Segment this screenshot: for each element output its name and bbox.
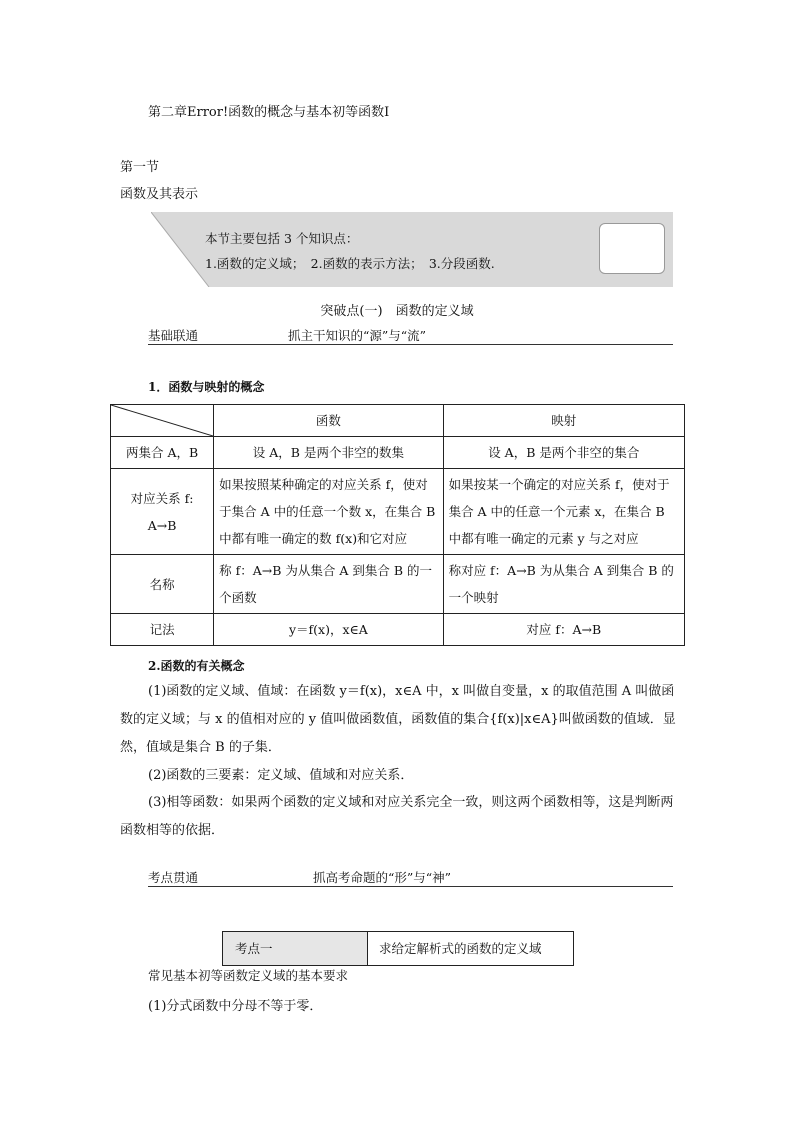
- cell-function: 称 f：A→B 为从集合 A 到集合 B 的一个函数: [214, 555, 443, 614]
- paragraph-three-elements: (2)函数的三要素：定义域、值域和对应关系．: [148, 768, 414, 783]
- paragraph-domain-range: (1)函数的定义域、值域：在函数 y＝f(x)，x∈A 中，x 叫做自变量，x 的取值范围 A 叫做函数的定义域；与 x 的值相对应的 y 值叫做函数值，函数值的集合{f(x)|x∈A}叫做函数的值域．显然，值域是集合 B 的子集．: [120, 684, 676, 755]
- section-number: 第一节: [120, 160, 160, 175]
- table-header-row: [111, 405, 685, 437]
- chapter-title: 第二章Error!函数的概念与基本初等函数Ⅰ: [148, 105, 390, 120]
- row-label: 名称: [111, 555, 214, 614]
- table-row: [111, 437, 685, 469]
- kaodian-title: 求给定解析式的函数的定义域: [379, 941, 542, 956]
- table-row: [111, 614, 685, 646]
- cell-mapping: 设 A，B 是两个非空的集合: [443, 437, 684, 469]
- row-label-line-1: 对应关系 f:: [130, 490, 194, 506]
- summary-banner: [151, 212, 673, 287]
- section-title: 函数及其表示: [120, 187, 199, 202]
- requirements-heading: 常见基本初等函数定义域的基本要求: [148, 968, 349, 983]
- bar-left-label: 考点贯通: [148, 870, 199, 885]
- cell-function: y＝f(x)，x∈A: [214, 614, 443, 646]
- row-label: [111, 469, 214, 555]
- bar-right-label: 抓高考命题的“形”与“神”: [313, 870, 452, 885]
- requirement-1: (1)分式函数中分母不等于零．: [148, 999, 323, 1014]
- diagonal-header-cell: [111, 405, 214, 437]
- row-label-line-2: A→B: [147, 517, 177, 533]
- breakthrough-title: 突破点(一) 函数的定义域: [320, 304, 474, 319]
- paragraph-equal-functions: (3)相等函数：如果两个函数的定义域和对应关系完全一致，则这两个函数相等，这是判断两函数相等的依据．: [120, 795, 674, 838]
- row-label: 两集合 A，B: [111, 437, 214, 469]
- function-mapping-table: [110, 404, 685, 646]
- bar-right-label: 抓主干知识的“源”与“流”: [288, 328, 427, 343]
- row-label: 记法: [111, 614, 214, 646]
- cell-mapping: 称对应 f：A→B 为从集合 A 到集合 B 的一个映射: [443, 555, 684, 614]
- banner-line-2: 1.函数的定义域； 2.函数的表示方法； 3.分段函数.: [205, 256, 495, 271]
- table-row: [111, 469, 685, 555]
- banner-box: [599, 223, 665, 274]
- section-bar-basic: [148, 326, 673, 345]
- kaodian-box: [222, 931, 574, 966]
- header-function: 函数: [214, 405, 443, 437]
- item-heading-1: 1．函数与映射的概念: [148, 380, 265, 394]
- banner-background: [151, 212, 673, 287]
- table-row: [111, 555, 685, 614]
- cell-mapping: 对应 f：A→B: [443, 614, 684, 646]
- cell-mapping: 如果按某一个确定的对应关系 f，使对于集合 A 中的任意一个元素 x，在集合 B 中都有唯一确定的元素 y 与之对应: [443, 469, 684, 555]
- cell-function: 如果按照某种确定的对应关系 f，使对于集合 A 中的任意一个数 x，在集合 B 中都有唯一确定的数 f(x)和它对应: [214, 469, 443, 555]
- kaodian-tag-label: 考点一: [235, 941, 273, 956]
- cell-function: 设 A，B 是两个非空的数集: [214, 437, 443, 469]
- bar-left-label: 基础联通: [148, 328, 199, 343]
- section-bar-exam: [148, 868, 673, 887]
- item-heading-2: 2.函数的有关概念: [148, 659, 245, 673]
- kaodian-tag: [223, 932, 368, 965]
- header-mapping: 映射: [443, 405, 684, 437]
- banner-line-1: 本节主要包括 3 个知识点：: [205, 231, 359, 246]
